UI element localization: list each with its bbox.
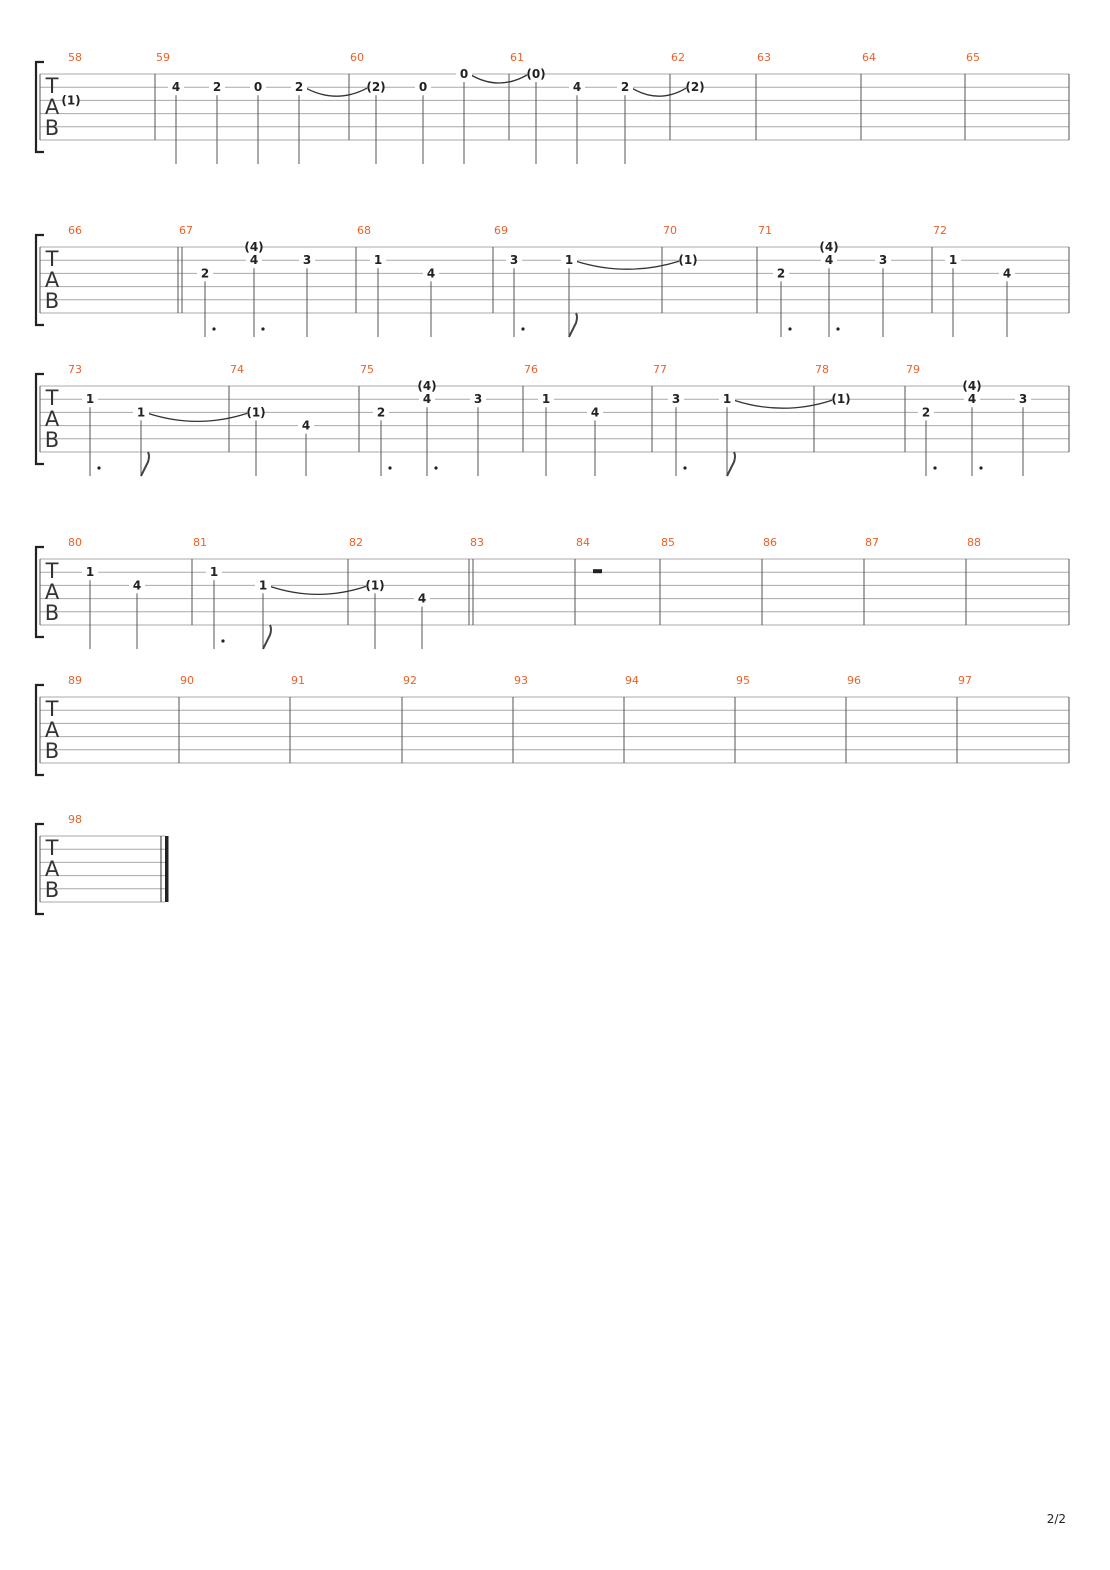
fret-number: 1 (541, 392, 551, 407)
measure-number: 93 (514, 674, 528, 687)
fret-number: 0 (418, 80, 428, 95)
fret-number: (4) (819, 240, 839, 254)
fret-number: 3 (1018, 392, 1028, 407)
fret-number: 4 (426, 266, 436, 281)
measure-number: 65 (966, 51, 980, 64)
tab-clef-letter: B (44, 116, 60, 140)
measure-number: 94 (625, 674, 639, 687)
tab-clef-letter: B (44, 601, 60, 625)
fret-number: 1 (564, 253, 574, 268)
fret-number: 1 (136, 405, 146, 420)
measure-number: 73 (68, 363, 82, 376)
tab-clef-letter: T (45, 74, 59, 98)
fret-number: 4 (590, 405, 600, 420)
measure-number: 87 (865, 536, 879, 549)
measure-number: 89 (68, 674, 82, 687)
tab-clef-letter: B (44, 428, 60, 452)
measure-number: 84 (576, 536, 590, 549)
tab-system (36, 51, 1069, 164)
fret-number: (1) (246, 405, 266, 420)
rhythm-dot (788, 327, 791, 330)
rhythm-dot (683, 466, 686, 469)
tab-clef-letter: A (44, 407, 60, 431)
measure-number: 83 (470, 536, 484, 549)
rhythm-dot (979, 466, 982, 469)
eighth-flag (727, 452, 735, 476)
measure-number: 69 (494, 224, 508, 237)
tab-clef-letter: T (45, 386, 59, 410)
fret-number: 0 (459, 67, 469, 81)
tab-system (36, 224, 1069, 337)
tab-clef-letter: T (45, 836, 59, 860)
tie-arc (306, 88, 367, 96)
fret-number: 1 (948, 253, 958, 268)
rhythm-dot (521, 327, 524, 330)
measure-number: 88 (967, 536, 981, 549)
fret-number: (1) (61, 93, 81, 108)
tab-clef-letter: A (44, 95, 60, 119)
fret-number: (1) (831, 392, 851, 407)
fret-number: 2 (294, 80, 304, 95)
measure-number: 90 (180, 674, 194, 687)
fret-number: 2 (212, 80, 222, 95)
fret-number: (1) (365, 578, 385, 593)
measure-number: 67 (179, 224, 193, 237)
fret-number: (2) (366, 80, 386, 95)
tie-arc (734, 400, 832, 408)
measure-number: 74 (230, 363, 244, 376)
measure-number: 82 (349, 536, 363, 549)
measure-number: 70 (663, 224, 677, 237)
measure-number: 95 (736, 674, 750, 687)
measure-number: 68 (357, 224, 371, 237)
measure-number: 81 (193, 536, 207, 549)
fret-number: (2) (685, 80, 705, 95)
fret-number: 1 (373, 253, 383, 268)
fret-number: 3 (302, 253, 312, 268)
fret-number: (4) (417, 379, 437, 393)
tab-clef-letter: B (44, 739, 60, 763)
rhythm-dot (388, 466, 391, 469)
measure-number: 62 (671, 51, 685, 64)
tab-clef-letter: B (44, 289, 60, 313)
fret-number: 4 (967, 392, 977, 407)
fret-number: 3 (878, 253, 888, 268)
measure-number: 79 (906, 363, 920, 376)
measure-number: 77 (653, 363, 667, 376)
tab-clef-letter: A (44, 718, 60, 742)
fret-number: 1 (209, 565, 219, 580)
tab-clef-letter: A (44, 857, 60, 881)
fret-number: 3 (473, 392, 483, 407)
fret-number: (1) (678, 253, 698, 268)
rhythm-dot (97, 466, 100, 469)
fret-number: 2 (200, 266, 210, 281)
fret-number: 1 (722, 392, 732, 407)
measure-number: 98 (68, 813, 82, 826)
fret-number: 1 (85, 565, 95, 580)
fret-number: 4 (824, 253, 834, 268)
tab-clef-letter: A (44, 580, 60, 604)
measure-number: 85 (661, 536, 675, 549)
fret-number: (4) (962, 379, 982, 393)
rhythm-dot (212, 327, 215, 330)
measure-number: 86 (763, 536, 777, 549)
tie-arc (148, 413, 247, 421)
measure-number: 71 (758, 224, 772, 237)
fret-number: 4 (422, 392, 432, 407)
measure-number: 92 (403, 674, 417, 687)
fret-number: (0) (526, 67, 546, 81)
measure-number: 64 (862, 51, 876, 64)
eighth-flag (141, 452, 149, 476)
tab-system (36, 813, 169, 914)
measure-number: 66 (68, 224, 82, 237)
tab-clef-letter: T (45, 559, 59, 583)
measure-number: 72 (933, 224, 947, 237)
rhythm-dot (933, 466, 936, 469)
tab-clef-letter: T (45, 697, 59, 721)
fret-number: 4 (171, 80, 181, 95)
fret-number: 4 (301, 418, 311, 433)
rhythm-dot (261, 327, 264, 330)
tab-clef-letter: T (45, 247, 59, 271)
final-bar-thick (165, 836, 169, 902)
fret-number: 4 (417, 591, 427, 606)
tie-arc (471, 75, 527, 83)
measure-number: 61 (510, 51, 524, 64)
tab-clef-letter: A (44, 268, 60, 292)
measure-number: 80 (68, 536, 82, 549)
fret-number: 2 (921, 405, 931, 420)
eighth-flag (569, 313, 577, 337)
fret-number: 0 (253, 80, 263, 95)
fret-number: 1 (258, 578, 268, 593)
fret-number: 2 (376, 405, 386, 420)
measure-number: 78 (815, 363, 829, 376)
tie-arc (632, 88, 686, 96)
rhythm-dot (836, 327, 839, 330)
tab-system (36, 674, 1069, 775)
measure-number: 97 (958, 674, 972, 687)
measure-number: 75 (360, 363, 374, 376)
tab-clef-letter: B (44, 878, 60, 902)
fret-number: 4 (572, 80, 582, 95)
tie-arc (270, 586, 366, 594)
measure-number: 91 (291, 674, 305, 687)
measure-number: 63 (757, 51, 771, 64)
measure-number: 58 (68, 51, 82, 64)
measure-number: 96 (847, 674, 861, 687)
tab-system (36, 536, 1069, 649)
page-number: 2/2 (1046, 1512, 1066, 1526)
fret-number: 2 (620, 80, 630, 95)
measure-number: 76 (524, 363, 538, 376)
rhythm-dot (434, 466, 437, 469)
tab-system (36, 363, 1069, 476)
fret-number: (4) (244, 240, 264, 254)
tie-arc (576, 261, 679, 269)
fret-number: 4 (132, 578, 142, 593)
eighth-flag (263, 625, 271, 649)
measure-number: 59 (156, 51, 170, 64)
measure-number: 60 (350, 51, 364, 64)
fret-number: 3 (671, 392, 681, 407)
fret-number: 4 (1002, 266, 1012, 281)
fret-number: 2 (776, 266, 786, 281)
fret-number: 1 (85, 392, 95, 407)
fret-number: 3 (509, 253, 519, 268)
whole-rest (593, 569, 602, 573)
fret-number: 4 (249, 253, 259, 268)
rhythm-dot (221, 639, 224, 642)
